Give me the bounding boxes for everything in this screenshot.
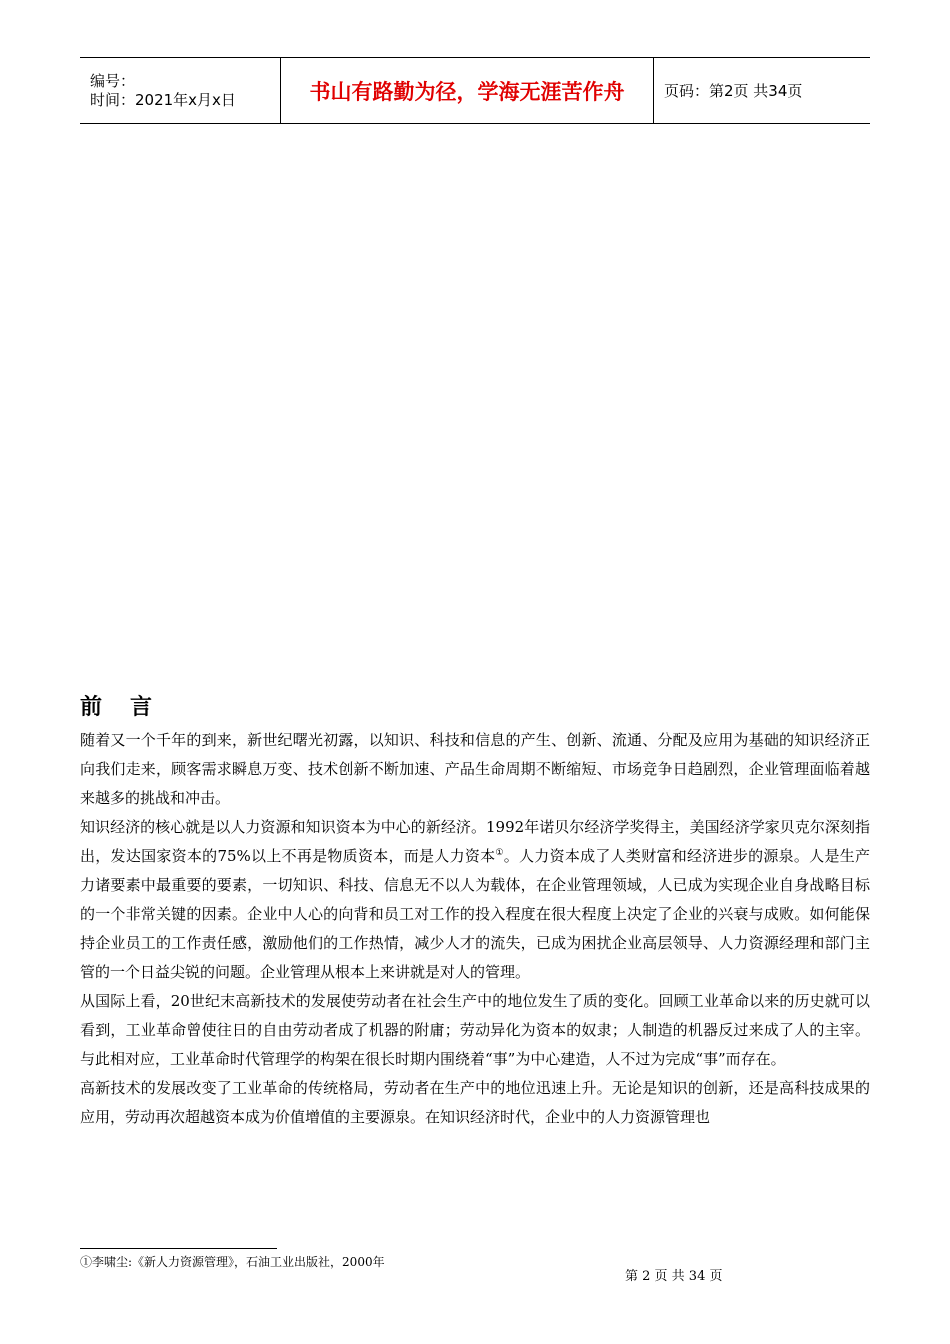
page-number-label: 页码：第2页 共34页 [664, 82, 803, 100]
page-header [80, 57, 870, 124]
paragraph: 从国际上看，20世纪末高新技术的发展使劳动者在社会生产中的地位发生了质的变化。回顾工业革命以来的历史就可以看到，工业革命曾使往日的自由劳动者成了机器的附庸；劳动异化为资本的奴隶；人制造的机器反过来成了人的主宰。与此相对应，工业革命时代管理学的构架在很长时期内围绕着“事”为中心建造，人不过为完成“事”而存在。 [80, 992, 870, 1068]
paragraph: 随着又一个千年的到来，新世纪曙光初露，以知识、科技和信息的产生、创新、流通、分配及应用为基础的知识经济正向我们走来，顾客需求瞬息万变、技术创新不断加速、产品生命周期不断缩短、市场竞争日趋剧烈，企业管理面临着越来越多的挑战和冲击。 [80, 731, 870, 807]
document-time-label: 时间：2021年x月x日 [90, 90, 236, 109]
motto-text: 书山有路勤为径，学海无涯苦作舟 [309, 79, 625, 104]
header-motto [281, 58, 654, 123]
document-number-label: 编号： [90, 71, 136, 90]
header-meta [80, 58, 281, 123]
body-text [80, 726, 870, 1132]
paragraph: 知识经济的核心就是以人力资源和知识资本为中心的新经济。1992年诺贝尔经济学奖得主，美国经济学家贝克尔深刻指出，发达国家资本的75%以上不再是物质资本，而是人力资本①。人力资本成了人类财富和经济进步的源泉。人是生产力诸要素中最重要的要素，一切知识、科技、信息无不以人为载体，在企业管理领域，人已成为实现企业自身战略目标的一个非常关键的因素。企业中人心的向背和员工对工作的投入程度在很大程度上决定了企业的兴衰与成败。如何能保持企业员工的工作责任感，激励他们的工作热情，减少人才的流失，已成为困扰企业高层领导、人力资源经理和部门主管的一个日益尖锐的问题。企业管理从根本上来讲就是对人的管理。 [80, 818, 870, 981]
footnote-divider [80, 1248, 277, 1249]
paragraph: 高新技术的发展改变了工业革命的传统格局，劳动者在生产中的地位迅速上升。无论是知识的创新，还是高科技成果的应用，劳动再次超越资本成为价值增值的主要源泉。在知识经济时代，企业中的人力资源管理也 [80, 1079, 870, 1126]
header-page-info [654, 58, 870, 123]
footnote-marker: ① [495, 848, 504, 858]
page-footer: 第 2 页 共 34 页 [625, 1269, 723, 1284]
section-title: 前 言 [80, 695, 153, 720]
footnote: ①李啸尘:《新人力资源管理》，石油工业出版社，2000年 [80, 1255, 385, 1269]
